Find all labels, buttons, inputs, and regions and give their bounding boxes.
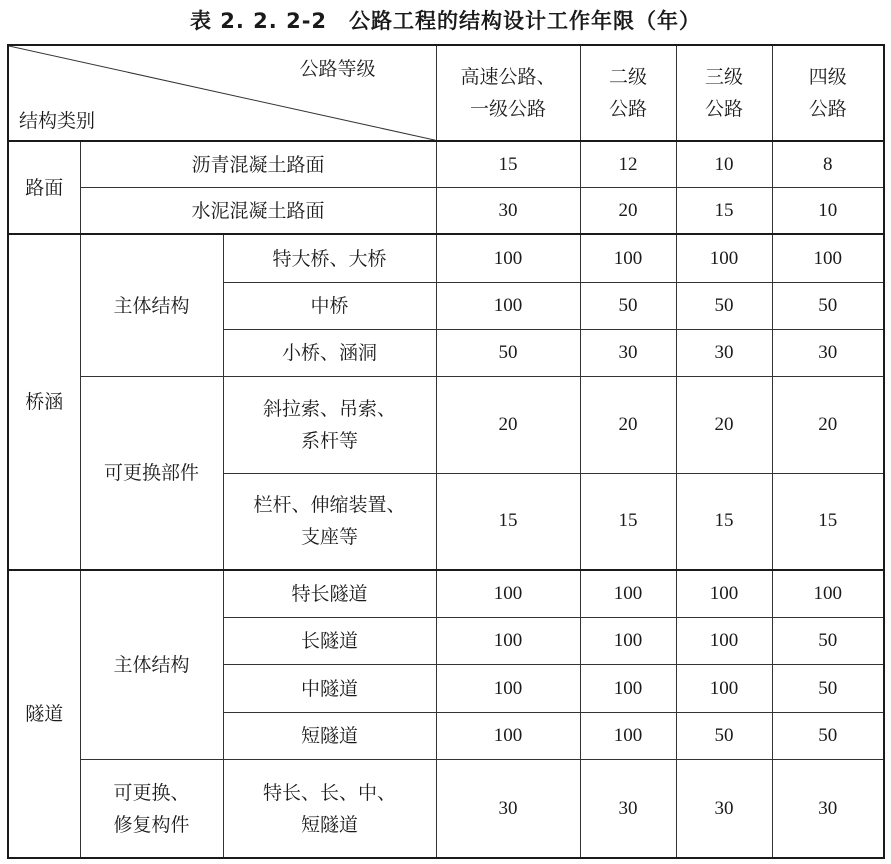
group-bridge: 桥涵 (8, 234, 80, 570)
corner-label-category: 结构类别 (19, 110, 96, 133)
value-cell: 8 (772, 141, 884, 187)
header-row (8, 45, 884, 141)
row-name: 特长、长、中、 短隧道 (223, 760, 436, 858)
row-name: 斜拉索、吊索、 系杆等 (223, 377, 436, 473)
value-cell: 20 (436, 377, 580, 473)
table-row (8, 234, 884, 282)
value-cell: 50 (676, 713, 772, 760)
header-class4: 四级 公路 (772, 45, 884, 141)
value-cell: 100 (676, 664, 772, 712)
table-title (0, 4, 891, 38)
value-cell: 100 (580, 570, 676, 617)
value-cell: 30 (436, 187, 580, 234)
value-cell: 100 (580, 664, 676, 712)
value-cell: 20 (580, 187, 676, 234)
row-name: 特长隧道 (223, 570, 436, 617)
value-cell: 100 (436, 664, 580, 712)
value-cell: 50 (772, 617, 884, 664)
value-cell: 100 (436, 234, 580, 282)
value-cell: 15 (436, 141, 580, 187)
value-cell: 100 (436, 283, 580, 330)
value-cell: 100 (436, 617, 580, 664)
table-number: 表 2. 2. 2-2 (189, 9, 328, 33)
subgroup-tunnel-main: 主体结构 (80, 570, 223, 759)
value-cell: 100 (436, 570, 580, 617)
header-class3: 三级 公路 (676, 45, 772, 141)
value-cell: 15 (436, 473, 580, 570)
value-cell: 30 (580, 330, 676, 377)
table-row (8, 377, 884, 473)
value-cell: 10 (772, 187, 884, 234)
value-cell: 50 (676, 283, 772, 330)
value-cell: 30 (580, 760, 676, 858)
value-cell: 30 (772, 330, 884, 377)
value-cell: 30 (676, 760, 772, 858)
subgroup-tunnel-replace: 可更换、 修复构件 (80, 760, 223, 858)
value-cell: 50 (772, 713, 884, 760)
group-tunnel: 隧道 (8, 570, 80, 858)
table-caption: 公路工程的结构设计工作年限（年） (349, 9, 702, 33)
subgroup-bridge-main: 主体结构 (80, 234, 223, 376)
group-road: 路面 (8, 141, 80, 234)
value-cell: 12 (580, 141, 676, 187)
value-cell: 10 (676, 141, 772, 187)
row-name: 小桥、涵洞 (223, 330, 436, 377)
header-class2: 二级 公路 (580, 45, 676, 141)
value-cell: 50 (580, 283, 676, 330)
value-cell: 15 (772, 473, 884, 570)
value-cell: 20 (676, 377, 772, 473)
value-cell: 100 (580, 617, 676, 664)
value-cell: 100 (436, 713, 580, 760)
corner-cell (8, 45, 436, 141)
row-name: 中隧道 (223, 664, 436, 712)
header-highway-class1: 高速公路、 一级公路 (436, 45, 580, 141)
value-cell: 100 (772, 570, 884, 617)
value-cell: 15 (580, 473, 676, 570)
row-name: 中桥 (223, 283, 436, 330)
table-row (8, 141, 884, 187)
subgroup-bridge-replace: 可更换部件 (80, 377, 223, 570)
row-name: 栏杆、伸缩装置、 支座等 (223, 473, 436, 570)
row-name: 长隧道 (223, 617, 436, 664)
value-cell: 100 (772, 234, 884, 282)
value-cell: 50 (436, 330, 580, 377)
table-row (8, 760, 884, 858)
design-life-table (7, 44, 885, 859)
value-cell: 50 (772, 283, 884, 330)
row-name: 短隧道 (223, 713, 436, 760)
table-row (8, 187, 884, 234)
value-cell: 15 (676, 187, 772, 234)
value-cell: 30 (676, 330, 772, 377)
value-cell: 50 (772, 664, 884, 712)
value-cell: 15 (676, 473, 772, 570)
table-row (8, 570, 884, 617)
row-name: 特大桥、大桥 (223, 234, 436, 282)
value-cell: 100 (580, 234, 676, 282)
value-cell: 20 (580, 377, 676, 473)
value-cell: 30 (772, 760, 884, 858)
value-cell: 30 (436, 760, 580, 858)
row-name: 沥青混凝土路面 (80, 141, 436, 187)
value-cell: 20 (772, 377, 884, 473)
corner-label-grade: 公路等级 (299, 58, 376, 80)
value-cell: 100 (676, 570, 772, 617)
value-cell: 100 (580, 713, 676, 760)
row-name: 水泥混凝土路面 (80, 187, 436, 234)
value-cell: 100 (676, 234, 772, 282)
value-cell: 100 (676, 617, 772, 664)
